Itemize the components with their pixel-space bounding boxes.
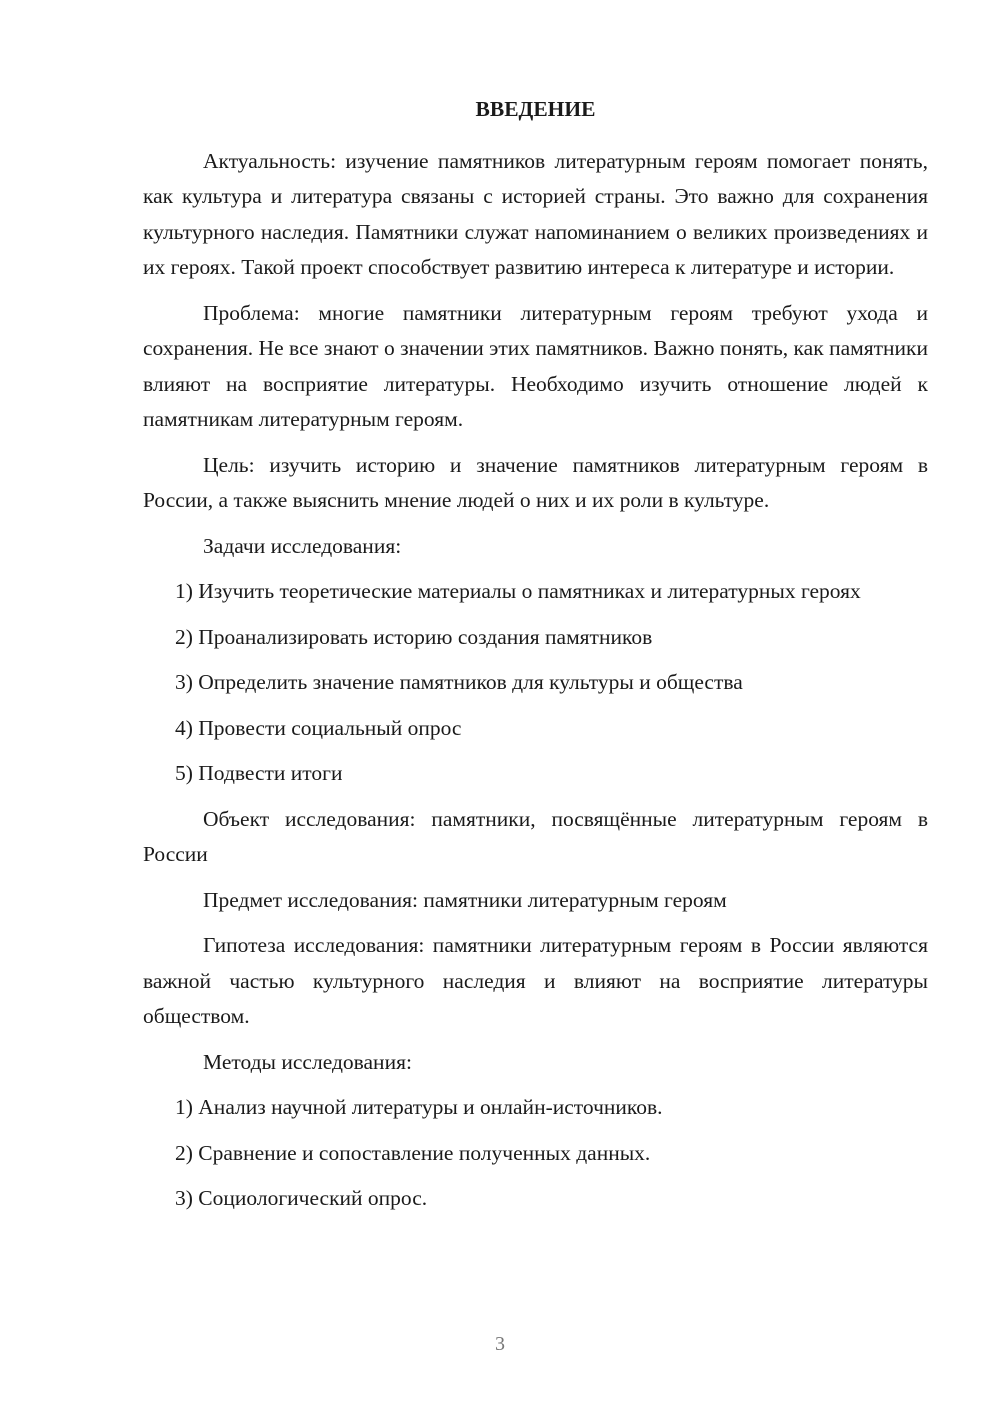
paragraph-subject: Предмет исследования: памятники литературным героям (203, 887, 727, 912)
paragraph-problem: Проблема: многие памятники литературным героям требуют ухода и сохранения. Не все знают о значении этих памятников. Важно понять, как памятники влияют на восприятие литературы. Необходимо изучить отношение людей к памятникам литературным героям. (143, 300, 928, 431)
page-number: 3 (495, 1333, 505, 1355)
paragraph-relevance: Актуальность: изучение памятников литературным героям помогает понять, как культура и литература связаны с историей страны. Это важно для сохранения культурного наследия. Памятники служат напоминанием о великих произведениях и их героях. Такой проект способствует развитию интереса к литературе и истории. (143, 148, 928, 279)
document-page (143, 92, 928, 1227)
task-item-2: 2) Проанализировать историю создания памятников (175, 624, 653, 649)
task-item-3: 3) Определить значение памятников для культуры и общества (175, 670, 743, 694)
task-item-4: 4) Провести социальный опрос (175, 715, 462, 740)
paragraph-object: Объект исследования: памятники, посвящённые литературным героям в России (143, 806, 928, 866)
method-item-2: 2) Сравнение и сопоставление полученных данных. (175, 1140, 651, 1165)
document-title: ВВЕДЕНИЕ (475, 97, 596, 121)
task-item-1: 1) Изучить теоретические материалы о памятниках и литературных героях (175, 579, 861, 603)
methods-heading: Методы исследования: (203, 1049, 412, 1074)
tasks-heading: Задачи исследования: (203, 533, 402, 558)
paragraph-hypothesis: Гипотеза исследования: памятники литературным героям в России являются важной частью культурного наследия и влияют на восприятие литературы обществом. (143, 933, 928, 1028)
task-item-5: 5) Подвести итоги (175, 761, 343, 785)
method-item-1: 1) Анализ научной литературы и онлайн-источников. (175, 1095, 663, 1119)
paragraph-goal: Цель: изучить историю и значение памятников литературным героям в России, а также выяснить мнение людей о них и их роли в культуре. (143, 452, 928, 512)
method-item-3: 3) Социологический опрос. (175, 1186, 428, 1210)
